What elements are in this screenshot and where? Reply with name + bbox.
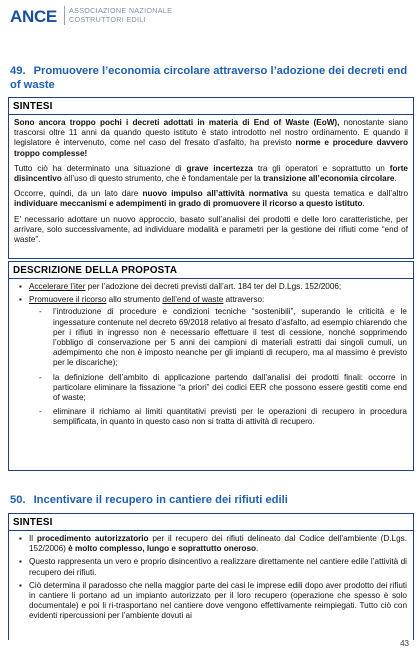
list-item: ▪ Accelerare l’iter per l’adozione dei decreti previsti dall’art. 184 ter del D.Lgs. 152/2006;: [29, 282, 407, 292]
ance-logo: ANCE: [10, 7, 57, 26]
box-divider: [9, 530, 413, 531]
sintesi-paragraph-3: Occorre, quindi, da un lato dare nuovo impulso all’attività normativa su questa tematica e dall’altro individuare meccanismi e adempimenti in grado di promuovere il ricorso a questo istituto.: [14, 189, 409, 209]
page-header: [0, 0, 417, 30]
list-item: - la definizione dell’ambito di applicazione partendo dall’analisi dei prodotti finali: occorre in particolare eliminare la fissazione “a priori” dei codici EER che possono essere gestiti come end of waste;: [53, 373, 407, 404]
sintesi-paragraph-1: Sono ancora troppo pochi i decreti adottati in materia di End of Waste (EoW), nonostante siano trascorsi oltre 11 anni da quando questo istituto è stato introdotto nel nostro ordinamento. E quando il legislatore è intervenuto, come nel caso del fresato d’asfalto, ha previsto norme e procedure davvero troppo complesse!: [14, 118, 408, 158]
organization-name: [69, 6, 172, 24]
box-divider: [9, 114, 413, 115]
section-49-number: 49.: [10, 65, 26, 77]
sintesi-list: [9, 534, 413, 622]
org-line-2: COSTRUTTORI EDILI: [69, 15, 146, 24]
page-number: 43: [400, 639, 409, 648]
list-item: - l’introduzione di procedure e condizioni tecniche “sostenibili”, superando le criticità e le ingessature contenute nel decreto 69/2018 relativo al fresato d’asfalto, ad esempio chiarendo che per i rifiuti in ingresso non è necessario effettuare il test di cessione, nonché sopprimendo l’obbligo di conservazione per 5 anni dei campioni di materiali estratti dai singoli cumuli, un adempimento che non è imposto neanche per gli impianti di recupero, ma al massimo è previsto per le discariche);: [53, 307, 407, 368]
sub-list: [29, 307, 407, 427]
section-49-sintesi-box: [8, 97, 414, 259]
list-item: - eliminare il richiamo ai limiti quantitativi previsti per le operazioni di recupero in procedura semplificata, in quanto in questo caso non si tratta di attività di recupero.: [53, 407, 407, 427]
proposta-list: [9, 282, 413, 428]
section-50-title: [10, 493, 410, 507]
logo-divider: [64, 6, 65, 25]
section-49-heading: Promuovere l’economia circolare attraverso l’adozione dei decreti end of waste: [10, 65, 408, 91]
section-50-heading: Incentivare il recupero in cantiere dei rifiuti edili: [33, 494, 288, 506]
list-item: ▪ Ciò determina il paradosso che nella maggior parte dei casi le imprese edili dopo aver prodotto dei rifiuti in cantiere li portano ad un impianto autorizzato per il loro recupero (operazione che spesso è solo documentale) e poi li ri-trasportano nel cantiere dove vengono effettivamente reimpiegati. Tutto ciò con evidenti ripercussioni per l’ambiente dovuti ai: [29, 581, 407, 622]
section-50-sintesi-box: [8, 513, 414, 640]
list-item: ▪ Il procedimento autorizzatorio per il recupero dei rifiuti delineato dal Codice dell’ambiente (D.Lgs. 152/2006) è molto complesso, lungo e soprattutto oneroso.: [29, 534, 407, 554]
list-item: ▪ Promuovere il ricorso allo strumento dell’end of waste attraverso: - l’introduzione di procedure e condizioni tecniche “sostenibili”, superando le criticità e le ingessature contenute nel decreto 69/2018 relativo al fresato d’asfalto, ad esempio chiarendo che per i rifiuti in ingresso non è necessario effettuare il test di cessione, nonché sopprimendo l’obbligo di conservazione per 5 anni dei campioni di materiali estratti dai singoli cumuli, un adempimento che non è imposto neanche per gli impianti di recupero, ma al massimo è previsto per le discariche); - la definizione dell’ambito di applicazione partendo dall’analisi dei prodotti finali: occorre in particolare eliminare la fissazione “a priori” dei codici EER che possono essere gestiti come end of waste; - eliminare il richiamo ai limiti quantitativi previsti per le operazioni di recupero in procedura semplificata, in quanto in questo caso non si tratta di attività di recupero.: [29, 295, 407, 427]
proposta-label: DESCRIZIONE DELLA PROPOSTA: [13, 265, 178, 276]
sintesi-label: SINTESI: [13, 517, 53, 528]
sintesi-label: SINTESI: [13, 101, 53, 112]
section-49-title: [10, 64, 410, 92]
section-49-proposta-box: [8, 261, 414, 471]
box-divider: [9, 278, 413, 279]
list-item: ▪ Questo rappresenta un vero e proprio disincentivo a realizzare direttamente nel cantiere edile l’attività di recupero dei rifiuti.: [29, 557, 407, 577]
section-50-number: 50.: [10, 494, 26, 506]
org-line-1: ASSOCIAZIONE NAZIONALE: [69, 6, 173, 15]
sintesi-paragraph-2: Tutto ciò ha determinato una situazione di grave incertezza tra gli operatori e soprattutto un forte disincentivo all’uso di questo strumento, che è fondamentale per la transizione all’economia circolare.: [14, 163, 408, 184]
sintesi-paragraph-4: E’ necessario adottare un nuovo approccio, basato sull’analisi dei prodotti e delle loro caratteristiche, per arrivare, solo successivamente, ad individuare modalità e parametri per la gestione dei rifiuti come “end of waste”.: [14, 214, 408, 245]
